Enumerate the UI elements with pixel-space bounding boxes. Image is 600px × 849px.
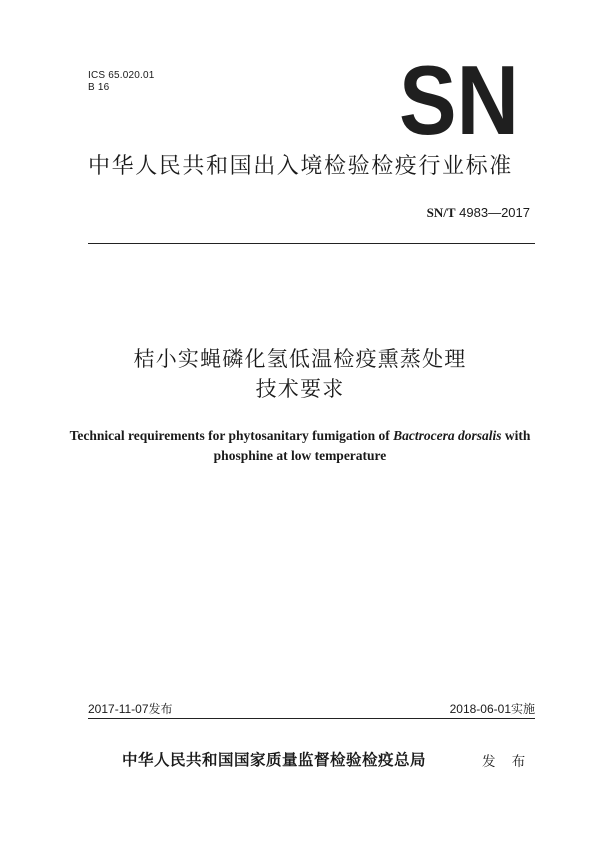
english-title-part1: Technical requirements for phytosanitary fumigation of xyxy=(69,428,394,443)
issuing-authority: 中华人民共和国国家质量监督检验检疫总局 xyxy=(122,750,427,769)
publish-label: 发 布 xyxy=(482,754,532,770)
top-divider xyxy=(88,243,535,244)
issue-date: 2017-11-07发布 xyxy=(88,702,173,716)
classification-codes xyxy=(88,70,155,94)
implement-date: 2018-06-01实施 xyxy=(449,702,535,716)
bottom-divider xyxy=(88,718,535,719)
english-title xyxy=(60,426,540,466)
standard-number: 4983—2017 xyxy=(459,205,530,220)
sn-logo-text: SN xyxy=(399,45,519,155)
ccs-code: B 16 xyxy=(88,82,110,93)
chinese-title-line2: 技术要求 xyxy=(255,377,345,401)
english-title-species: Bactrocera dorsalis xyxy=(393,428,502,443)
english-title-part2: with phosphine at low temperature xyxy=(213,428,531,463)
chinese-title-line1: 桔小实蝇磷化氢低温检疫熏蒸处理 xyxy=(133,347,467,371)
standard-prefix: SN/T xyxy=(426,205,456,220)
standard-category: 中华人民共和国出入境检验检疫行业标准 xyxy=(88,154,513,179)
sn-logo xyxy=(398,45,520,155)
chinese-title xyxy=(0,344,600,404)
ics-code: ICS 65.020.01 xyxy=(88,70,155,81)
standard-code xyxy=(427,205,530,221)
